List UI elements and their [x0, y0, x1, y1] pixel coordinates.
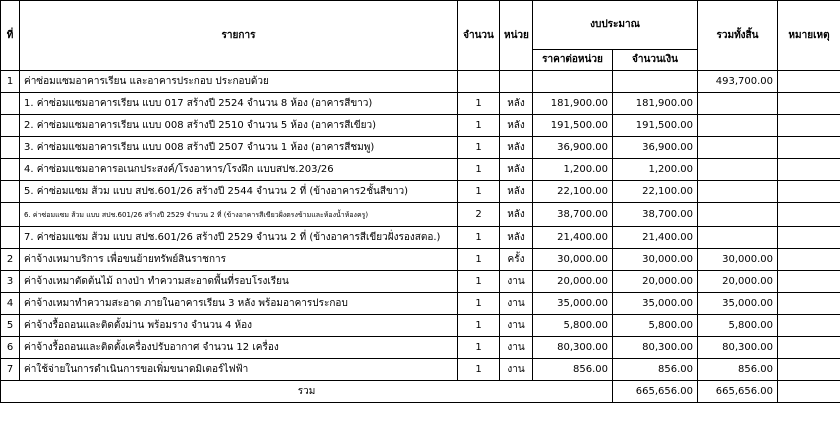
row-qty: 1	[458, 249, 500, 271]
header-total: รวมทั้งสิ้น	[698, 1, 778, 71]
row-amount	[613, 71, 698, 93]
header-budget: งบประมาณ	[533, 1, 698, 50]
row-qty: 2	[458, 203, 500, 227]
row-unit-price: 191,500.00	[533, 115, 613, 137]
row-remark	[778, 359, 840, 381]
row-remark	[778, 315, 840, 337]
row-amount: 35,000.00	[613, 293, 698, 315]
header-unit: หน่วย	[500, 1, 533, 71]
header-amount: จำนวนเงิน	[613, 50, 698, 71]
row-remark	[778, 203, 840, 227]
row-unit: หลัง	[500, 159, 533, 181]
row-amount: 856.00	[613, 359, 698, 381]
row-qty: 1	[458, 293, 500, 315]
row-remark	[778, 271, 840, 293]
row-amount: 5,800.00	[613, 315, 698, 337]
row-total: 493,700.00	[698, 71, 778, 93]
row-number	[1, 115, 20, 137]
table-row	[1, 71, 840, 93]
row-qty: 1	[458, 93, 500, 115]
row-remark	[778, 159, 840, 181]
row-total	[698, 115, 778, 137]
table-row	[1, 93, 840, 115]
row-unit-price: 181,900.00	[533, 93, 613, 115]
row-amount: 21,400.00	[613, 227, 698, 249]
row-number: 5	[1, 315, 20, 337]
row-total: 856.00	[698, 359, 778, 381]
row-item: 1. ค่าซ่อมแซมอาคารเรียน แบบ 017 สร้างปี 2524 จำนวน 8 ห้อง (อาคารสีขาว)	[20, 93, 458, 115]
header-unit-price: ราคาต่อหน่วย	[533, 50, 613, 71]
row-qty: 1	[458, 181, 500, 203]
row-item: ค่าจ้างรื้อถอนและติดตั้งเครื่องปรับอากาศ จำนวน 12 เครื่อง	[20, 337, 458, 359]
row-remark	[778, 115, 840, 137]
row-unit: หลัง	[500, 181, 533, 203]
row-item: 4. ค่าซ่อมแซมอาคารอเนกประสงค์/โรงอาหาร/โรงฝึก แบบสปช.203/26	[20, 159, 458, 181]
row-unit-price: 80,300.00	[533, 337, 613, 359]
row-amount: 38,700.00	[613, 203, 698, 227]
table-row	[1, 337, 840, 359]
row-qty: 1	[458, 271, 500, 293]
row-total: 30,000.00	[698, 249, 778, 271]
row-number: 7	[1, 359, 20, 381]
table-row	[1, 227, 840, 249]
table-row	[1, 181, 840, 203]
row-item: 3. ค่าซ่อมแซมอาคารเรียน แบบ 008 สร้างปี 2507 จำนวน 1 ห้อง (อาคารสีชมพู)	[20, 137, 458, 159]
row-amount: 22,100.00	[613, 181, 698, 203]
row-qty: 1	[458, 337, 500, 359]
row-item: ค่าจ้างเหมาบริการ เพื่อขนย้ายทรัพย์สินราชการ	[20, 249, 458, 271]
header-no: ที่	[1, 1, 20, 71]
total-amount: 665,656.00	[613, 381, 698, 403]
row-unit: งาน	[500, 315, 533, 337]
row-total	[698, 137, 778, 159]
row-total	[698, 93, 778, 115]
row-remark	[778, 227, 840, 249]
row-unit: หลัง	[500, 115, 533, 137]
table-row	[1, 249, 840, 271]
row-item: ค่าจ้างเหมาทำความสะอาด ภายในอาคารเรียน 3 หลัง พร้อมอาคารประกอบ	[20, 293, 458, 315]
row-unit-price: 21,400.00	[533, 227, 613, 249]
table-row	[1, 115, 840, 137]
row-unit: หลัง	[500, 227, 533, 249]
table-row	[1, 293, 840, 315]
row-total: 80,300.00	[698, 337, 778, 359]
row-amount: 181,900.00	[613, 93, 698, 115]
row-unit: งาน	[500, 337, 533, 359]
row-total: 35,000.00	[698, 293, 778, 315]
row-number	[1, 159, 20, 181]
row-total	[698, 159, 778, 181]
row-number: 6	[1, 337, 20, 359]
row-item: ค่าซ่อมแซมอาคารเรียน และอาคารประกอบ ประกอบด้วย	[20, 71, 458, 93]
row-unit: งาน	[500, 271, 533, 293]
row-amount: 20,000.00	[613, 271, 698, 293]
row-unit: หลัง	[500, 137, 533, 159]
row-remark	[778, 93, 840, 115]
row-unit	[500, 71, 533, 93]
table-row	[1, 359, 840, 381]
row-remark	[778, 71, 840, 93]
row-amount: 36,900.00	[613, 137, 698, 159]
row-number	[1, 137, 20, 159]
row-item: 5. ค่าซ่อมแซม ส้วม แบบ สปช.601/26 สร้างปี 2544 จำนวน 2 ที่ (ข้างอาคาร2ชั้นสีขาว)	[20, 181, 458, 203]
row-qty: 1	[458, 137, 500, 159]
row-number	[1, 181, 20, 203]
row-unit-price: 36,900.00	[533, 137, 613, 159]
row-unit-price: 1,200.00	[533, 159, 613, 181]
row-item: ค่าจ้างเหมาตัดต้นไม้ ถางป่า ทำความสะอาดพื้นที่รอบโรงเรียน	[20, 271, 458, 293]
row-number: 2	[1, 249, 20, 271]
row-unit: ครั้ง	[500, 249, 533, 271]
total-remark	[778, 381, 840, 403]
row-unit-price	[533, 71, 613, 93]
table-row	[1, 315, 840, 337]
row-item: 6. ค่าซ่อมแซม ส้วม แบบ สปช.601/26 สร้างปี 2529 จำนวน 2 ที่ (ข้างอาคารสีเขียวฝั่งตรงข้ามและห้องน้ำห้องครู)	[20, 203, 458, 227]
row-unit-price: 20,000.00	[533, 271, 613, 293]
row-qty: 1	[458, 227, 500, 249]
row-unit: หลัง	[500, 93, 533, 115]
row-remark	[778, 337, 840, 359]
row-total	[698, 203, 778, 227]
table-row	[1, 271, 840, 293]
row-qty: 1	[458, 115, 500, 137]
row-qty: 1	[458, 315, 500, 337]
row-remark	[778, 293, 840, 315]
row-unit-price: 30,000.00	[533, 249, 613, 271]
row-total	[698, 181, 778, 203]
row-unit: งาน	[500, 359, 533, 381]
row-amount: 80,300.00	[613, 337, 698, 359]
row-number	[1, 227, 20, 249]
row-amount: 30,000.00	[613, 249, 698, 271]
row-number	[1, 93, 20, 115]
row-total	[698, 227, 778, 249]
table-row	[1, 203, 840, 227]
row-unit-price: 35,000.00	[533, 293, 613, 315]
row-item: ค่าใช้จ่ายในการดำเนินการขอเพิ่มขนาดมิเตอร์ไฟฟ้า	[20, 359, 458, 381]
row-qty: 1	[458, 159, 500, 181]
row-qty: 1	[458, 359, 500, 381]
row-unit: หลัง	[500, 203, 533, 227]
row-remark	[778, 137, 840, 159]
row-item: 7. ค่าซ่อมแซม ส้วม แบบ สปช.601/26 สร้างปี 2529 จำนวน 2 ที่ (ข้างอาคารสีเขียวฝั่งรองสตอ.)	[20, 227, 458, 249]
budget-rows	[1, 71, 840, 381]
total-row	[1, 381, 840, 403]
header-item: รายการ	[20, 1, 458, 71]
row-total: 20,000.00	[698, 271, 778, 293]
row-amount: 191,500.00	[613, 115, 698, 137]
row-unit: งาน	[500, 293, 533, 315]
row-number: 3	[1, 271, 20, 293]
row-unit-price: 856.00	[533, 359, 613, 381]
row-number: 1	[1, 71, 20, 93]
row-unit-price: 38,700.00	[533, 203, 613, 227]
row-qty	[458, 71, 500, 93]
table-row	[1, 159, 840, 181]
row-unit-price: 5,800.00	[533, 315, 613, 337]
row-remark	[778, 249, 840, 271]
row-remark	[778, 181, 840, 203]
row-item: 2. ค่าซ่อมแซมอาคารเรียน แบบ 008 สร้างปี 2510 จำนวน 5 ห้อง (อาคารสีเขียว)	[20, 115, 458, 137]
table-row	[1, 137, 840, 159]
total-label: รวม	[1, 381, 613, 403]
row-item: ค่าจ้างรื้อถอนและติดตั้งม่าน พร้อมราง จำนวน 4 ห้อง	[20, 315, 458, 337]
grand-total: 665,656.00	[698, 381, 778, 403]
row-number: 4	[1, 293, 20, 315]
row-amount: 1,200.00	[613, 159, 698, 181]
row-number	[1, 203, 20, 227]
row-total: 5,800.00	[698, 315, 778, 337]
row-unit-price: 22,100.00	[533, 181, 613, 203]
header-remark: หมายเหตุ	[778, 1, 840, 71]
header-qty: จำนวน	[458, 1, 500, 71]
